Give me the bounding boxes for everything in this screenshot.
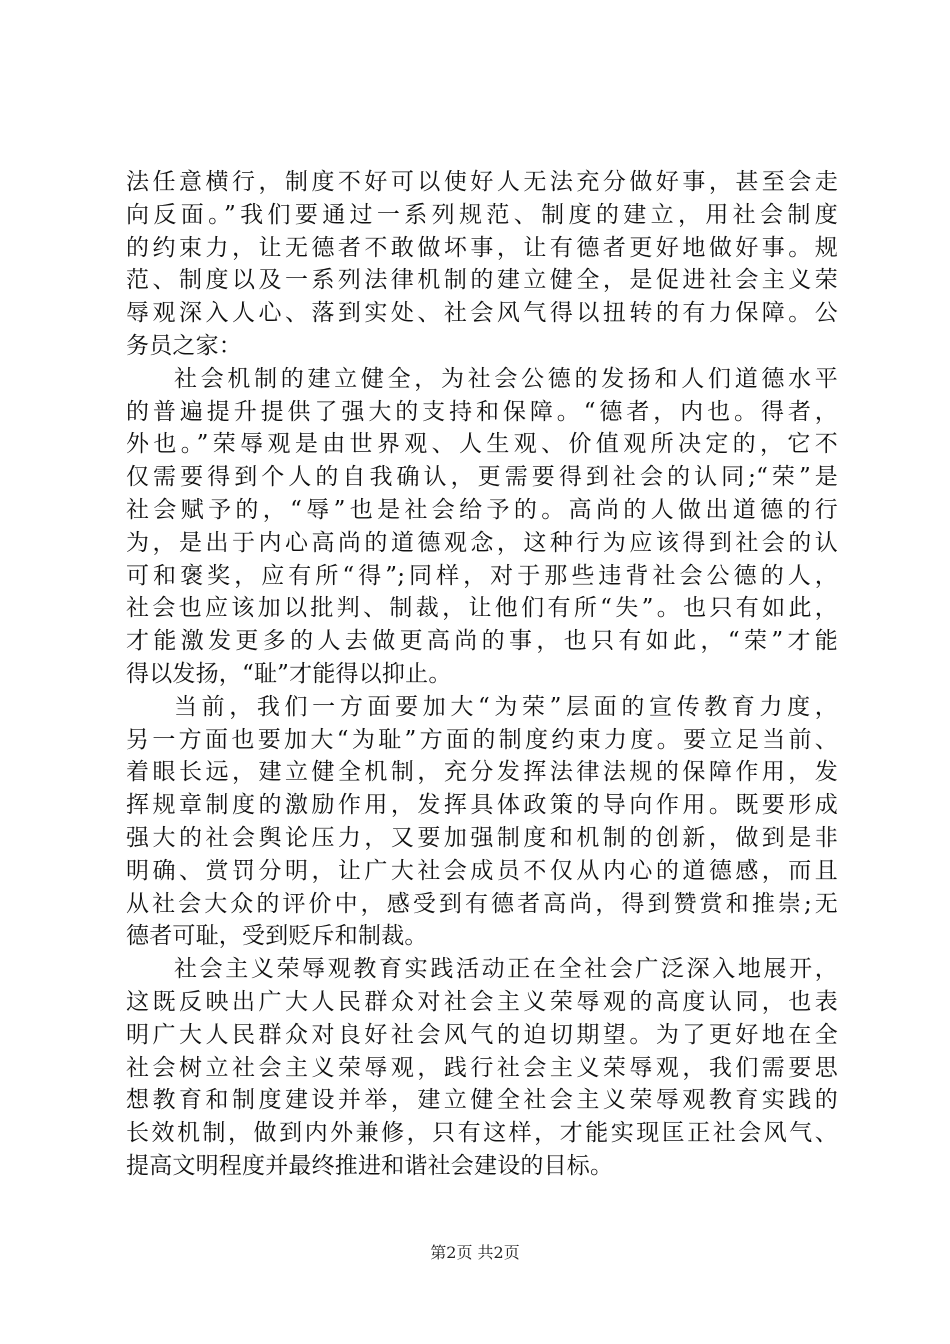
text-line: 辱观深入人心、落到实处、社会风气得以扭转的有力保障。公: [126, 300, 838, 327]
text-line: 从社会大众的评价中，感受到有德者高尚，得到赞赏和推崇;无: [126, 890, 838, 917]
text-line: 仅需要得到个人的自我确认，更需要得到社会的认同;“荣”是: [126, 464, 838, 491]
text-line: 当前，我们一方面要加大“为荣”层面的宣传教育力度，: [174, 693, 838, 720]
paragraph-1: [126, 166, 838, 363]
text-line: 社会也应该加以批判、制裁，让他们有所“失”。也只有如此，: [126, 595, 838, 622]
text-line: 提高文明程度并最终推进和谐社会建设的目标。: [126, 1152, 614, 1179]
text-line: 社会树立社会主义荣辱观，践行社会主义荣辱观，我们需要思: [126, 1054, 838, 1081]
text-line: 长效机制，做到内外兼修，只有这样，才能实现匡正社会风气、: [126, 1120, 838, 1147]
paragraph-4: [126, 953, 838, 1183]
text-line: 得以发扬，“耻”才能得以抑止。: [126, 660, 452, 687]
text-line: 范、制度以及一系列法律机制的建立健全，是促进社会主义荣: [126, 267, 838, 294]
text-line: 法任意横行，制度不好可以使好人无法充分做好事，甚至会走: [126, 169, 838, 195]
text-line: 向反面。”我们要通过一系列规范、制度的建立，用社会制度: [126, 201, 838, 228]
text-line: 社会赋予的，“辱”也是社会给予的。高尚的人做出道德的行: [126, 496, 838, 523]
text-line: 明广大人民群众对良好社会风气的迫切期望。为了更好地在全: [126, 1021, 838, 1048]
text-line: 为，是出于内心高尚的道德观念，这种行为应该得到社会的认: [126, 529, 838, 556]
text-line: 务员之家：: [126, 332, 242, 359]
text-line: 着眼长远，建立健全机制，充分发挥法律法规的保障作用，发: [126, 759, 838, 786]
paragraph-3: [126, 691, 838, 953]
text-line: 挥规章制度的激励作用，发挥具体政策的导向作用。既要形成: [126, 792, 838, 819]
text-line: 的普遍提升提供了强大的支持和保障。“德者，内也。得者，: [126, 398, 838, 425]
text-line: 社会主义荣辱观教育实践活动正在全社会广泛深入地展开，: [174, 956, 838, 983]
text-line: 另一方面也要加大“为耻”方面的制度约束力度。要立足当前、: [126, 726, 838, 753]
text-line: 才能激发更多的人去做更高尚的事，也只有如此，“荣”才能: [126, 628, 838, 655]
document-body: [126, 166, 838, 1183]
text-line: 这既反映出广大人民群众对社会主义荣辱观的高度认同，也表: [126, 988, 838, 1015]
text-line: 明确、赏罚分明，让广大社会成员不仅从内心的道德感，而且: [126, 857, 838, 884]
text-line: 的约束力，让无德者不敢做坏事，让有德者更好地做好事。规: [126, 234, 838, 261]
text-line: 外也。”荣辱观是由世界观、人生观、价值观所决定的，它不: [126, 431, 838, 458]
text-line: 德者可耻，受到贬斥和制裁。: [126, 923, 428, 950]
text-line: 想教育和制度建设并举，建立健全社会主义荣辱观教育实践的: [126, 1087, 838, 1114]
text-line: 可和褒奖，应有所“得”;同样，对于那些违背社会公德的人，: [126, 562, 838, 589]
text-line: 强大的社会舆论压力，又要加强制度和机制的创新，做到是非: [126, 824, 838, 851]
page-footer: 第2页 共2页: [430, 1243, 520, 1262]
text-line: 社会机制的建立健全，为社会公德的发扬和人们道德水平: [174, 365, 838, 392]
paragraph-2: [126, 363, 838, 691]
